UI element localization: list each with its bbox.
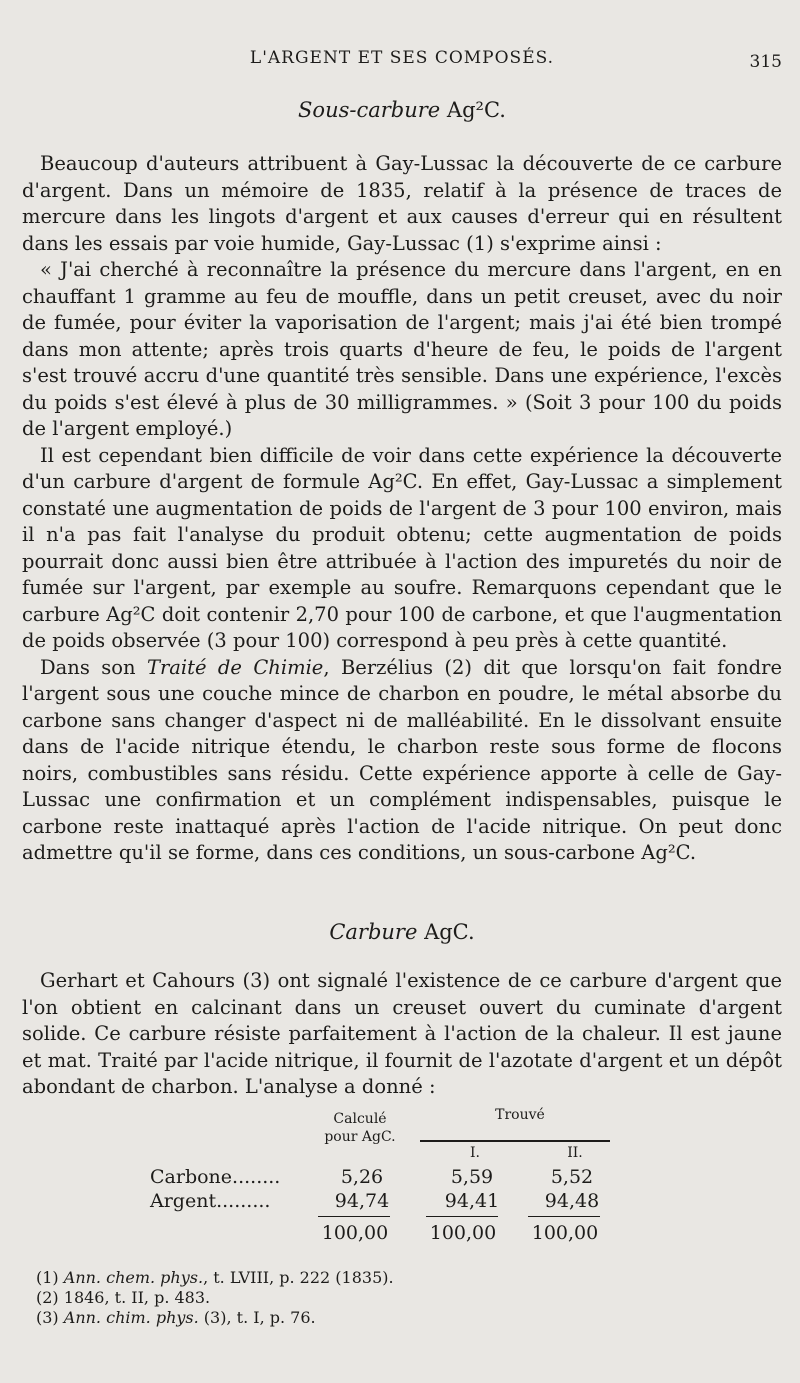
cell-total-i: 100,00 [429, 1222, 497, 1244]
total-rule-calc [318, 1216, 390, 1217]
total-rule-i [426, 1216, 498, 1217]
footnote-ref: 1846, t. II, p. 483. [63, 1288, 211, 1307]
paragraph-intro: Beaucoup d'auteurs attribuent à Gay-Lussac la découverte de ce carbure d'argent. Dans un mémoire de 1835, relatif à la présence de traces de mercure dans les lingots d'argent et aux causes d'erreur qui en résultent dans les essais par voie humide, Gay-Lussac (1) s'exprime ainsi : [22, 152, 782, 255]
col-head-calcule-line2: pour AgC. [324, 1129, 396, 1145]
footnote-ref: , t. LVIII, p. 222 (1835). [203, 1268, 394, 1287]
footnote-journal: Ann. chem. phys. [63, 1268, 204, 1287]
row-label-argent: Argent......... [150, 1190, 271, 1212]
running-head [22, 48, 782, 72]
row-label-carbone: Carbone........ [150, 1166, 281, 1188]
cell-carbone-i: 5,59 [450, 1166, 494, 1188]
col-head-trouve: Trouvé [495, 1107, 545, 1123]
cell-carbone-calc: 5,26 [340, 1166, 384, 1188]
footnote-mark: (1) [36, 1268, 59, 1287]
cell-total-calc: 100,00 [321, 1222, 389, 1244]
footnote-mark: (3) [36, 1308, 59, 1327]
footnotes [36, 1268, 536, 1328]
paragraph-analysis: Il est cependant bien difficile de voir dans cette expérience la découverte d'un carbure d'argent de formule Ag²C. En effet, Gay-Lussac a simplement constaté une augmentation de poids de l'argent de 3 pour 100 environ, mais il n'a pas fait l'analyse du produit obtenu; cette augmentation de poids pourrait donc aussi bien être attribuée à l'action des impuretés du noir de fumée sur l'argent, par exemple au soufre. Remarquons cependant que le carbure Ag²C doit contenir 2,70 pour 100 de carbone, et que l'augmentation de poids observée (3 pour 100) correspond à peu près à cette quantité. [22, 443, 782, 652]
section-title-formula: Ag²C. [446, 98, 506, 122]
paragraph-berzelius [22, 655, 782, 867]
cell-argent-i: 94,41 [444, 1190, 500, 1212]
cell-argent-calc: 94,74 [334, 1190, 390, 1212]
section-title-text: Sous-carbure [298, 98, 441, 122]
page-number: 315 [749, 52, 782, 72]
paragraph-quote: « J'ai cherché à reconnaître la présence du mercure dans l'argent, en en chauffant 1 gramme au feu de mouffle, dans un petit creuset, avec du noir de fumée, pour éviter la vaporisation de l'argent; mais j'ai été bien trompé dans mon attente; après trois quarts d'heure de feu, le poids de l'argent s'est trouvé accru d'une quantité très sensible. Dans une expérience, l'excès du poids s'est élevé à plus de 30 milligrammes. » (Soit 3 pour 100 du poids de l'argent employé.) [22, 258, 782, 440]
berzelius-after: , Berzélius (2) dit que lorsqu'on fait fondre l'argent sous une couche mince de charbon en poudre, le métal absorbe du carbone sans changer d'aspect ni de malléabilité. En le dissolvant ensuite dans de l'acide nitrique étendu, le charbon reste sous forme de flocons noirs, combustibles sans résidu. Cette expérience apporte à celle de Gay-Lussac une confirmation et un complément indispensables, puisque le carbone reste inattaqué après l'action de l'acide nitrique. On peut donc admettre qu'il se forme, dans ces conditions, un sous-carbone Ag²C. [22, 655, 782, 864]
paragraph-gerhart: Gerhart et Cahours (3) ont signalé l'existence de ce carbure d'argent que l'on obtient en calcinant dans un creuset ouvert du cuminate d'argent solide. Ce carbure résiste parfaitement à l'action de la chaleur. Il est jaune et mat. Traité par l'acide nitrique, il fournit de l'azotate d'argent et un dépôt abondant de charbon. L'analyse a donné : [22, 969, 782, 1098]
footnote-journal: Ann. chim. phys. [63, 1308, 199, 1327]
cell-total-ii: 100,00 [531, 1222, 599, 1244]
section-title-carbure [22, 920, 782, 944]
col-head-calcule-line1: Calculé [333, 1111, 387, 1127]
berzelius-book-title: Traité de Chimie [146, 655, 324, 679]
analysis-table [150, 1107, 620, 1260]
cell-carbone-ii: 5,52 [550, 1166, 594, 1188]
col-head-i: I. [470, 1145, 480, 1161]
running-title: L'ARGENT ET SES COMPOSÉS. [249, 48, 555, 68]
col-head-ii: II. [567, 1145, 583, 1161]
footnote-1 [36, 1268, 536, 1288]
section2-title-formula: AgC. [424, 920, 475, 944]
col-head-calcule [310, 1110, 410, 1146]
total-rule-ii [528, 1216, 600, 1217]
footnote-mark: (2) [36, 1288, 59, 1307]
section2-title-text: Carbure [329, 920, 418, 944]
footnote-3 [36, 1308, 536, 1328]
cell-argent-ii: 94,48 [544, 1190, 600, 1212]
footnote-2 [36, 1288, 536, 1308]
body-section-2 [22, 968, 782, 1101]
footnote-ref: (3), t. I, p. 76. [198, 1308, 316, 1327]
trouve-rule [420, 1140, 610, 1142]
berzelius-before: Dans son [40, 655, 147, 679]
body-section-1 [22, 151, 782, 867]
section-title-sous-carbure [22, 98, 782, 122]
